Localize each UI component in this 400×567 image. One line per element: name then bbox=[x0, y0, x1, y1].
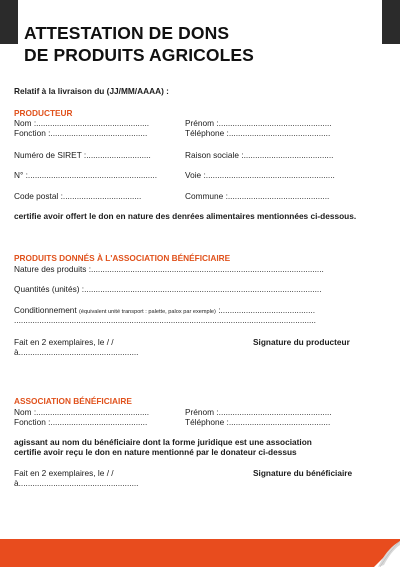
beneficiary-signature-label: Signature du bénéficiaire bbox=[253, 468, 353, 478]
producer-code-postal-field: Code postal :.................................. bbox=[14, 191, 142, 201]
corner-tab-left bbox=[0, 0, 18, 44]
products-nature-field: Nature des produits :..................................................................................................... bbox=[14, 264, 324, 274]
association-fonction-field: Fonction :.......................................... bbox=[14, 417, 148, 427]
products-heading: PRODUITS DONNÉS À L'ASSOCIATION BÉNÉFICIAIRE bbox=[14, 253, 231, 263]
producer-nom-field: Nom :................................................. bbox=[14, 118, 150, 128]
footer-bar bbox=[0, 539, 400, 567]
producer-siret-field: Numéro de SIRET :............................ bbox=[14, 150, 151, 160]
producer-fonction-field: Fonction :.......................................... bbox=[14, 128, 148, 138]
association-nom-field: Nom :................................................. bbox=[14, 407, 150, 417]
conditionnement-note: (équivalent unité transport : palette, palox par exemple) bbox=[79, 309, 216, 315]
title-line-1: ATTESTATION DE DONS bbox=[24, 23, 230, 43]
products-extra-line: ................................................................................................................................... bbox=[14, 315, 316, 325]
association-fait-line: Fait en 2 exemplaires, le / / bbox=[14, 468, 114, 478]
products-fait-line: Fait en 2 exemplaires, le / / bbox=[14, 337, 114, 347]
corner-tab-right bbox=[382, 0, 400, 44]
producer-numero-field: N° :........................................................ bbox=[14, 170, 158, 180]
association-agissant-line-2: certifie avoir reçu le don en nature mentionné par le donateur ci-dessus bbox=[14, 447, 297, 457]
association-telephone-field: Téléphone :............................................ bbox=[185, 417, 331, 427]
association-a-line: à.................................................... bbox=[14, 478, 139, 488]
producer-signature-label: Signature du producteur bbox=[253, 337, 350, 347]
producer-raison-sociale-field: Raison sociale :....................................... bbox=[185, 150, 334, 160]
products-a-line: à.................................................... bbox=[14, 347, 139, 357]
conditionnement-label: Conditionnement bbox=[14, 305, 77, 315]
conditionnement-dots: :......................................... bbox=[218, 305, 316, 315]
producer-commune-field: Commune :............................................ bbox=[185, 191, 330, 201]
products-quantites-field: Quantités (unités) :....................................................................................................... bbox=[14, 284, 322, 294]
producer-telephone-field: Téléphone :............................................ bbox=[185, 128, 331, 138]
producer-certification-text: certifie avoir offert le don en nature des denrées alimentaires mentionnées ci-dessous. bbox=[14, 211, 357, 221]
producer-prenom-field: Prénom :................................................. bbox=[185, 118, 332, 128]
producer-heading: PRODUCTEUR bbox=[14, 108, 73, 118]
document-title bbox=[24, 22, 254, 66]
title-line-2: DE PRODUITS AGRICOLES bbox=[24, 45, 254, 65]
association-heading: ASSOCIATION BÉNÉFICIAIRE bbox=[14, 396, 132, 406]
producer-voie-field: Voie :........................................................ bbox=[185, 170, 335, 180]
delivery-date-line: Relatif à la livraison du (JJ/MM/AAAA) : bbox=[14, 86, 169, 96]
page-curl-icon bbox=[374, 541, 400, 567]
association-prenom-field: Prénom :................................................. bbox=[185, 407, 332, 417]
association-agissant-line-1: agissant au nom du bénéficiaire dont la forme juridique est une association bbox=[14, 437, 312, 447]
